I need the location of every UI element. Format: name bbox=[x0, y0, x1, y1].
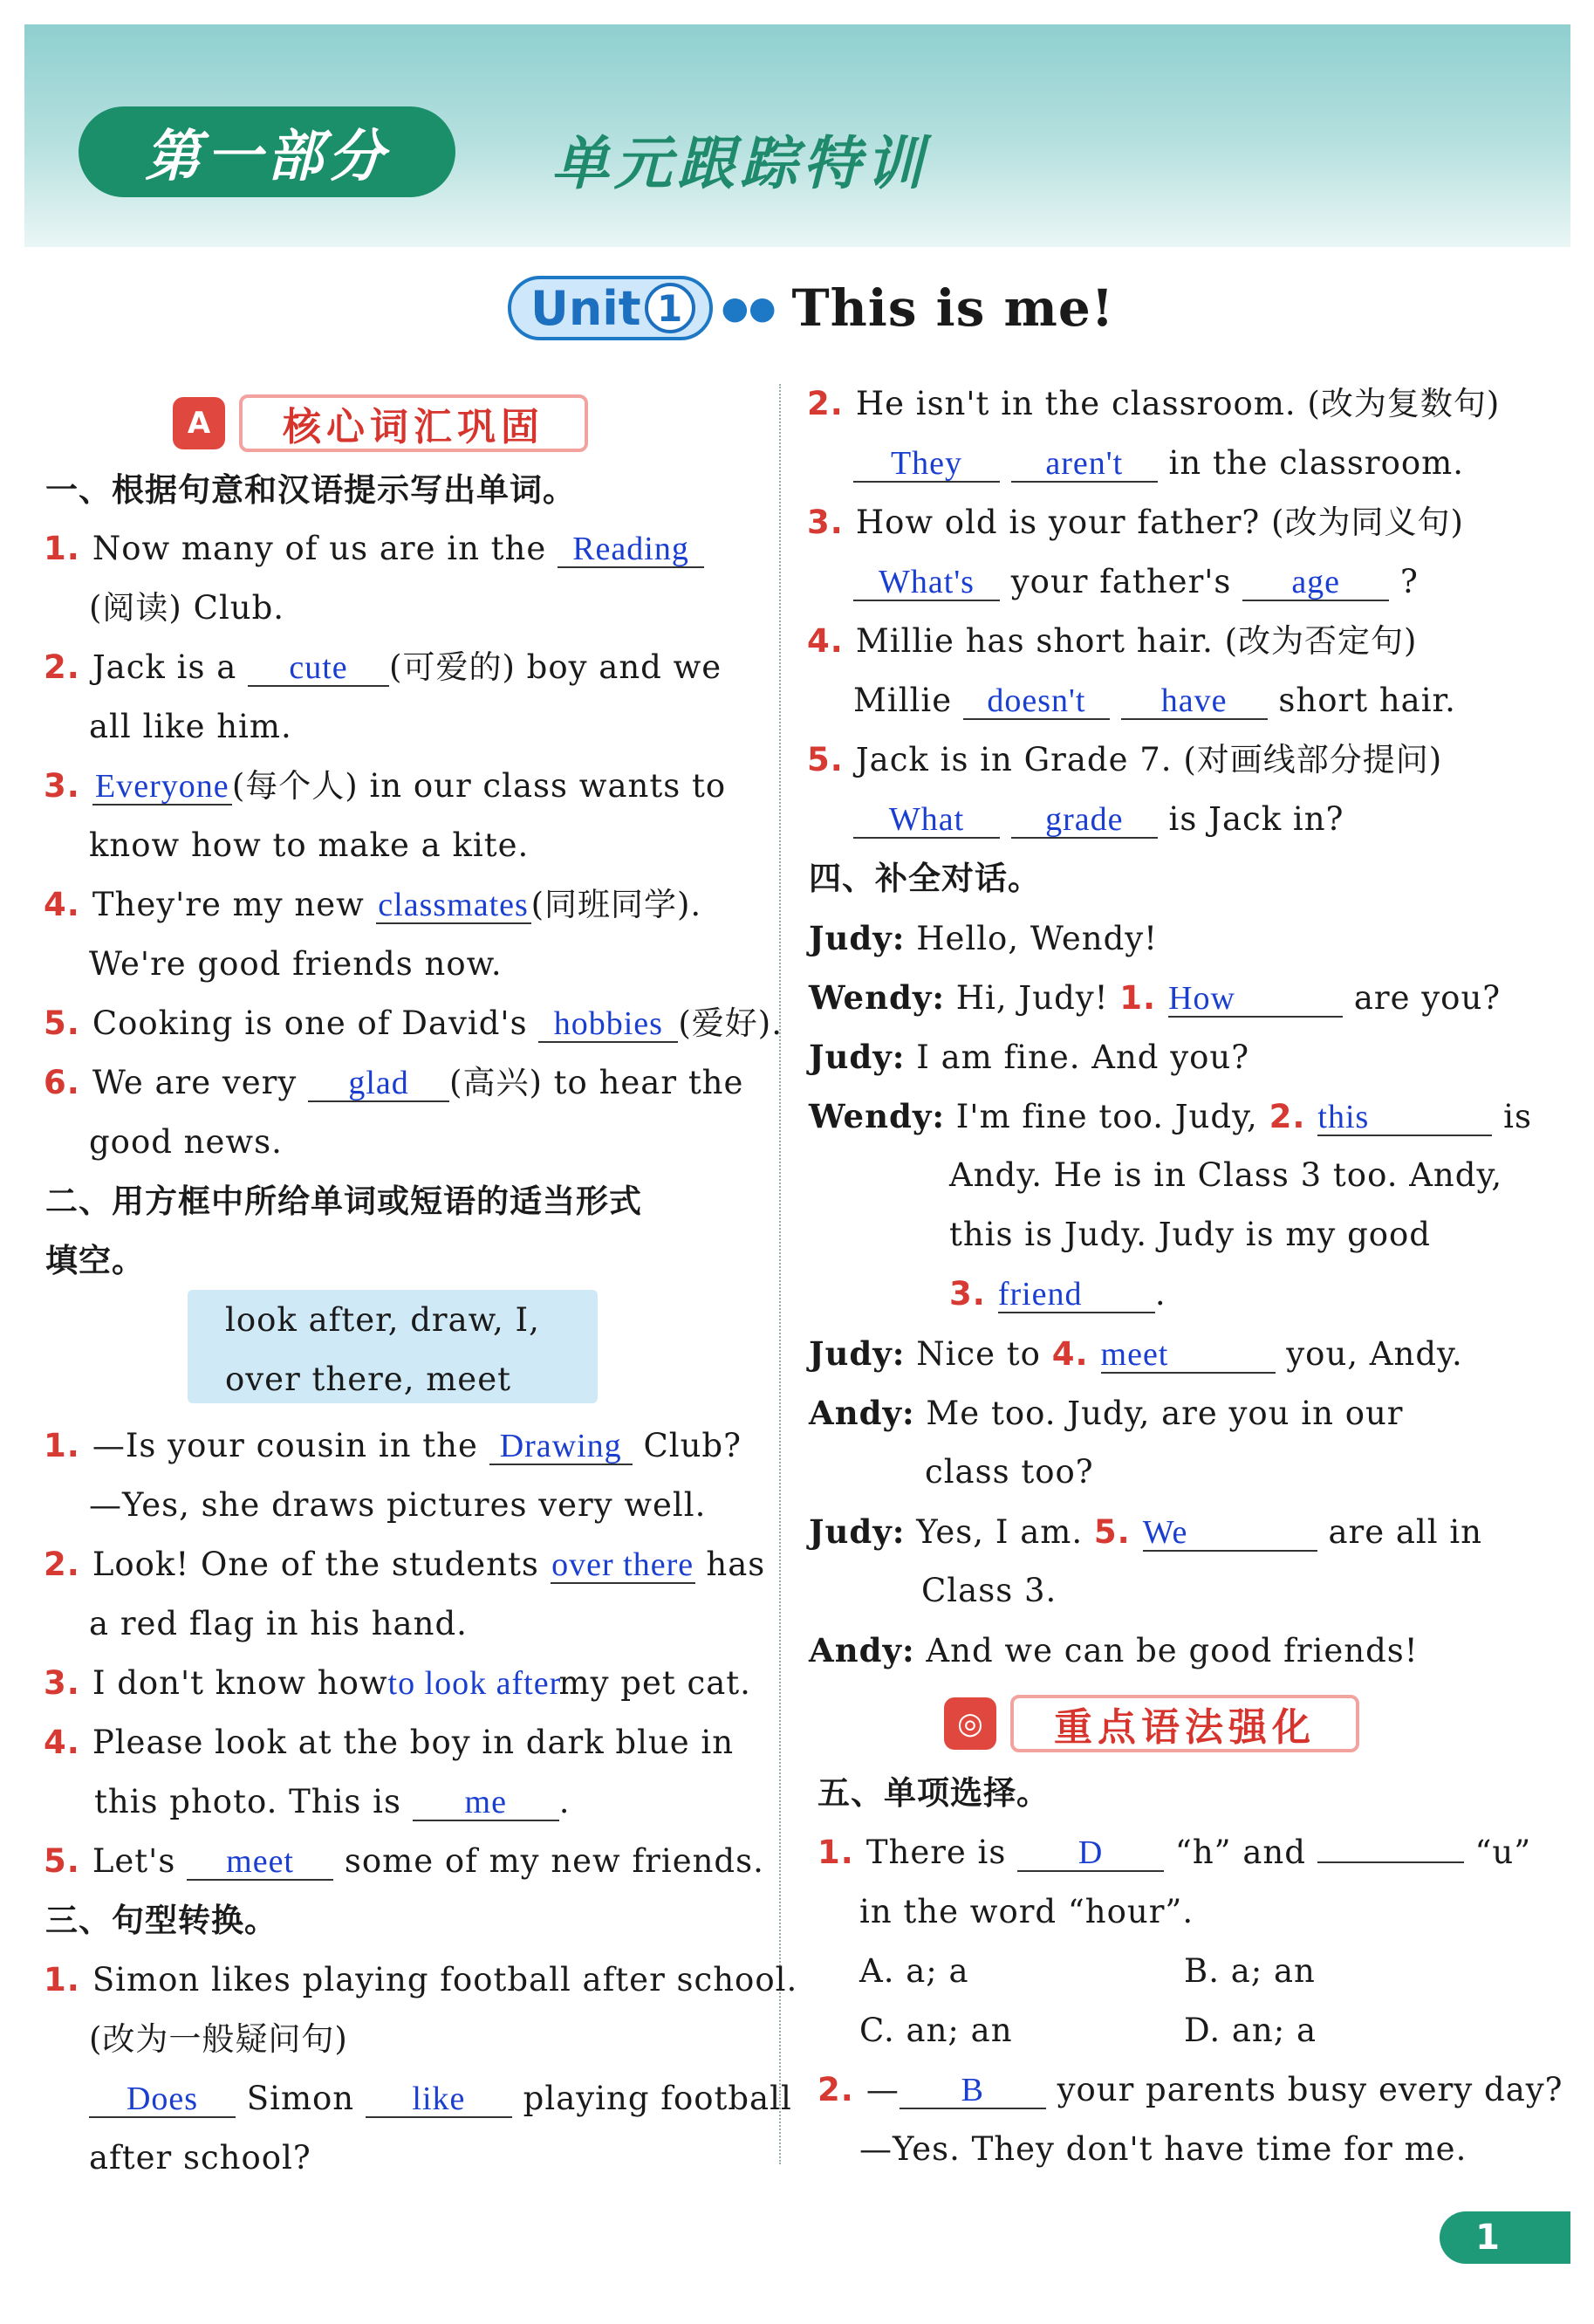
question-number: 4. bbox=[44, 1724, 80, 1761]
answer: glad bbox=[308, 1066, 449, 1102]
question-text: know how to make a kite. bbox=[89, 826, 530, 864]
exercise-heading: 填空。 bbox=[45, 1242, 145, 1279]
column-divider bbox=[779, 384, 781, 2164]
question-number: 1. bbox=[44, 1427, 80, 1464]
answer: over there bbox=[551, 1546, 694, 1583]
question bbox=[44, 764, 726, 808]
dialogue-text: Me too. Judy, are you in our bbox=[926, 1395, 1404, 1432]
question-text: a red flag in his hand. bbox=[89, 1605, 468, 1642]
question-number: 5. bbox=[44, 1842, 80, 1880]
question-text: —Yes, she draws pictures very well. bbox=[89, 1486, 707, 1524]
dialogue-text: And we can be good friends! bbox=[926, 1632, 1419, 1669]
question-text: Now many of us are in the bbox=[92, 530, 547, 567]
question bbox=[44, 1721, 734, 1765]
question-text: “u” bbox=[1474, 1834, 1532, 1871]
question bbox=[44, 1662, 751, 1705]
answer: age bbox=[1242, 565, 1389, 601]
question bbox=[89, 2077, 792, 2121]
question-text: Let's bbox=[92, 1842, 176, 1880]
question bbox=[853, 442, 1464, 485]
dialogue-line bbox=[809, 1035, 1249, 1080]
question bbox=[807, 501, 1464, 545]
question-number: 2. bbox=[44, 1546, 80, 1583]
section-header-vocab bbox=[173, 394, 588, 452]
dialogue-text: class too? bbox=[925, 1453, 1094, 1491]
answer: Does bbox=[89, 2081, 236, 2118]
word-box-line: look after, draw, I, bbox=[225, 1301, 540, 1339]
blank bbox=[1317, 1861, 1464, 1863]
question-number: 2. bbox=[807, 385, 844, 422]
question-text: We're good friends now. bbox=[89, 945, 503, 983]
dialogue-line bbox=[809, 976, 1501, 1020]
unit-label: Unit bbox=[530, 280, 641, 336]
answer: meet bbox=[187, 1844, 333, 1881]
dialogue-text: Yes, I am. bbox=[916, 1513, 1084, 1551]
dialogue-text: I'm fine too. Judy, bbox=[955, 1098, 1258, 1135]
part-label: 第一部分 bbox=[79, 106, 455, 197]
dialogue-text: Andy. He is in Class 3 too. Andy, bbox=[949, 1156, 1503, 1194]
question-text: is Jack in? bbox=[1168, 800, 1344, 838]
speaker: Judy: bbox=[809, 919, 906, 957]
answer: meet bbox=[1101, 1337, 1276, 1374]
speaker: Andy: bbox=[809, 1631, 915, 1669]
speaker: Wendy: bbox=[809, 978, 946, 1017]
question-text: Cooking is one of David's bbox=[92, 1004, 528, 1042]
answer: cute bbox=[248, 650, 389, 687]
question-number: 3. bbox=[44, 1664, 80, 1702]
page-number: 1 bbox=[1440, 2211, 1570, 2264]
answer: B bbox=[900, 2073, 1046, 2109]
question bbox=[44, 1424, 742, 1468]
target-icon: ◎ bbox=[944, 1697, 996, 1750]
dialogue-text: you, Andy. bbox=[1286, 1335, 1463, 1373]
question-text: your parents busy every day? bbox=[1057, 2071, 1563, 2108]
question-text: has bbox=[706, 1546, 766, 1583]
speaker: Judy: bbox=[809, 1512, 906, 1551]
question bbox=[44, 1840, 764, 1883]
question-number: 3. bbox=[807, 504, 844, 541]
dialogue-text: are you? bbox=[1353, 979, 1502, 1017]
section-header-grammar bbox=[944, 1695, 1359, 1752]
question-text: (爱好). bbox=[678, 1004, 783, 1042]
question-text: good news. bbox=[89, 1123, 283, 1161]
option-b: B. a; an bbox=[1184, 1952, 1316, 1990]
answer: doesn't bbox=[963, 683, 1110, 720]
dialogue-line bbox=[809, 916, 1158, 961]
question-number: 2. bbox=[1269, 1098, 1306, 1135]
answer: friend bbox=[998, 1277, 1155, 1313]
option-a: A. a; a bbox=[859, 1952, 969, 1990]
dialogue-line bbox=[809, 1094, 1532, 1139]
exercise-heading: 三、句型转换。 bbox=[45, 1902, 277, 1939]
question bbox=[44, 1002, 783, 1045]
question bbox=[853, 560, 1419, 604]
question-text: . bbox=[558, 1783, 571, 1820]
question-text: Jack is in Grade 7. (对画线部分提问) bbox=[855, 741, 1443, 778]
question-text: How old is your father? (改为同义句) bbox=[855, 504, 1464, 541]
question-number: 2. bbox=[818, 2071, 854, 2108]
speaker: Wendy: bbox=[809, 1097, 946, 1135]
answer: What bbox=[853, 802, 1000, 839]
dialogue-text: . bbox=[1154, 1275, 1166, 1313]
question bbox=[818, 2068, 1563, 2112]
part-title: 单元跟踪特训 bbox=[551, 130, 928, 197]
question-text: Look! One of the students bbox=[92, 1546, 539, 1583]
question-text: all like him. bbox=[89, 708, 292, 745]
unit-title: This is me! bbox=[791, 278, 1115, 338]
answer: me bbox=[413, 1785, 559, 1821]
question bbox=[44, 883, 701, 927]
dialogue-line bbox=[809, 1332, 1463, 1376]
question-text: Millie bbox=[853, 682, 953, 719]
question bbox=[853, 679, 1456, 723]
section-title: 重点语法强化 bbox=[1010, 1695, 1359, 1752]
answer: They bbox=[853, 446, 1000, 483]
unit-number: 1 bbox=[645, 283, 695, 333]
question-text: I don't know how bbox=[92, 1664, 388, 1702]
question-text: “h” and bbox=[1174, 1834, 1306, 1871]
question-number: 4. bbox=[44, 886, 80, 923]
dialogue-text: Hello, Wendy! bbox=[916, 920, 1159, 957]
question-text: Club? bbox=[643, 1427, 742, 1464]
speaker: Judy: bbox=[809, 1038, 906, 1076]
question bbox=[44, 1543, 765, 1587]
dialogue-text: Hi, Judy! bbox=[955, 979, 1109, 1017]
question-text: Simon bbox=[246, 2080, 355, 2117]
unit-badge bbox=[508, 276, 713, 340]
question-text: this photo. This is bbox=[94, 1783, 401, 1820]
dialogue-text: I am fine. And you? bbox=[916, 1039, 1250, 1076]
question-number: 6. bbox=[44, 1064, 80, 1101]
question-text: They're my new bbox=[92, 886, 365, 923]
answer: What's bbox=[853, 565, 1000, 601]
question-text: your father's bbox=[1010, 563, 1232, 600]
question-text: short hair. bbox=[1278, 682, 1456, 719]
question-text: in the classroom. bbox=[1168, 444, 1464, 482]
speaker: Judy: bbox=[809, 1334, 906, 1373]
unit-heading bbox=[508, 278, 1114, 339]
question-text: Please look at the boy in dark blue in bbox=[92, 1724, 735, 1761]
exercise-heading: 一、根据句意和汉语提示写出单词。 bbox=[45, 471, 576, 509]
question bbox=[818, 1831, 1531, 1875]
question-text: (每个人) in our class wants to bbox=[231, 767, 727, 805]
dialogue-text: is bbox=[1503, 1098, 1532, 1135]
question-text: —Is your cousin in the bbox=[92, 1427, 478, 1464]
answer: hobbies bbox=[538, 1006, 678, 1043]
question bbox=[807, 620, 1417, 663]
question-number: 1. bbox=[44, 1961, 80, 1998]
question bbox=[807, 738, 1442, 782]
question-text: Millie has short hair. (改为否定句) bbox=[855, 622, 1418, 660]
question bbox=[44, 527, 704, 571]
question-text: some of my new friends. bbox=[344, 1842, 764, 1880]
answer: Drawing bbox=[489, 1429, 633, 1465]
question-text: playing football bbox=[523, 2080, 792, 2117]
question-text: (改为一般疑问句) bbox=[89, 2020, 348, 2058]
question-number: 1. bbox=[1119, 979, 1157, 1017]
question bbox=[44, 1061, 743, 1105]
question-text: —Yes. They don't have time for me. bbox=[859, 2130, 1467, 2168]
dialogue-text: this is Judy. Judy is my good bbox=[949, 1216, 1431, 1253]
answer: D bbox=[1017, 1835, 1164, 1872]
answer: Reading bbox=[558, 531, 704, 568]
answer: have bbox=[1121, 683, 1268, 720]
question-number: 3. bbox=[44, 767, 80, 805]
question-number: 1. bbox=[818, 1834, 854, 1871]
answer: like bbox=[366, 2081, 512, 2118]
dialogue-line bbox=[809, 1391, 1404, 1436]
exercise-heading: 五、单项选择。 bbox=[818, 1774, 1050, 1812]
question-number: 4. bbox=[807, 622, 844, 660]
question-number: 5. bbox=[807, 741, 844, 778]
answer: How bbox=[1168, 981, 1343, 1018]
answer: aren't bbox=[1011, 446, 1158, 483]
dialogue-line bbox=[949, 1272, 1166, 1316]
question-text: There is bbox=[865, 1834, 1007, 1871]
answer: classmates bbox=[376, 888, 531, 924]
dialogue-text: Nice to bbox=[916, 1335, 1041, 1373]
question-text: (阅读) Club. bbox=[89, 589, 285, 627]
question-number: 5. bbox=[44, 1004, 80, 1042]
question-number: 2. bbox=[44, 648, 80, 686]
word-box-line: over there, meet bbox=[225, 1361, 511, 1398]
dialogue-text: Class 3. bbox=[921, 1572, 1057, 1609]
question-text: my pet cat. bbox=[558, 1664, 751, 1702]
question bbox=[94, 1780, 571, 1824]
answer: this bbox=[1317, 1100, 1492, 1136]
answer: grade bbox=[1011, 802, 1158, 839]
question-text: ? bbox=[1399, 563, 1419, 600]
option-c: C. an; an bbox=[859, 2012, 1013, 2049]
question-text: He isn't in the classroom. (改为复数句) bbox=[855, 385, 1501, 422]
question-text: (可爱的) boy and we bbox=[389, 648, 722, 686]
answer: Everyone bbox=[92, 769, 232, 806]
answer: to look after bbox=[387, 1665, 562, 1702]
question-number: 5. bbox=[1093, 1513, 1131, 1551]
question-text: (高兴) to hear the bbox=[449, 1064, 744, 1101]
question-text: Jack is a bbox=[92, 648, 237, 686]
question-number: 1. bbox=[44, 530, 80, 567]
question-text: — bbox=[865, 2071, 900, 2108]
question-number: 3. bbox=[949, 1275, 986, 1313]
dialogue-line bbox=[809, 1510, 1482, 1554]
speaker: Andy: bbox=[809, 1394, 915, 1432]
section-title: 核心词汇巩固 bbox=[239, 394, 588, 452]
question bbox=[807, 382, 1500, 426]
exercise-heading: 四、补全对话。 bbox=[809, 860, 1041, 897]
question-text: (同班同学). bbox=[530, 886, 702, 923]
question-text: after school? bbox=[89, 2139, 311, 2177]
question-text: Simon likes playing football after school. bbox=[92, 1961, 798, 1998]
question bbox=[853, 798, 1344, 841]
question-text: in the word “hour”. bbox=[859, 1893, 1194, 1930]
question-number: 4. bbox=[1051, 1335, 1089, 1373]
exercise-heading: 二、用方框中所给单词或短语的适当形式 bbox=[45, 1183, 642, 1220]
option-d: D. an; a bbox=[1184, 2012, 1317, 2049]
answer: We bbox=[1143, 1515, 1317, 1552]
dialogue-text: are all in bbox=[1328, 1513, 1483, 1551]
dots-icon: ●● bbox=[721, 290, 776, 326]
question-text: We are very bbox=[92, 1064, 298, 1101]
question bbox=[44, 1958, 797, 2002]
dialogue-line bbox=[809, 1628, 1419, 1673]
abc-icon: A bbox=[173, 397, 225, 449]
question bbox=[44, 646, 722, 689]
